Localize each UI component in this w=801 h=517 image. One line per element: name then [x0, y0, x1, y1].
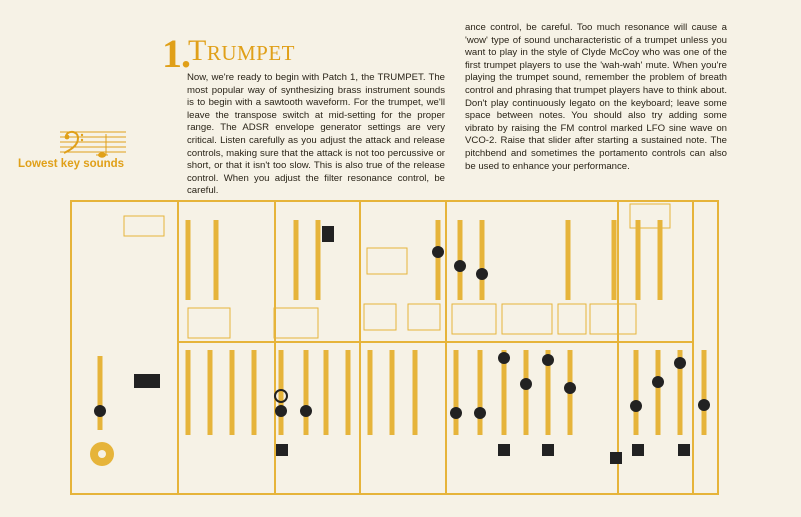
body-text-column-2: ance control, be careful. Too much resonance will cause a 'wow' type of sound uncharacteristic of a trumpet unless you want to play in the style of Clyde McCoy who was one of the first trumpet players to use the 'wah-wah' mute. When you're playing the trumpet sound, remember the problem of breath control and phrasing that trumpet players have to think about. Don't play continuously legato on the keyboard; leave some space between notes. You should also try adding some vibrato by raising the FM control marked LFO sine wave on VCO-2. Raise that slider after starting a sustained note. The pitchbend and sometimes the portamento controls can also be used to enhance your performance.: [465, 22, 727, 172]
patch-title: Trumpet: [188, 34, 296, 67]
bass-clef-staff-icon: [58, 128, 128, 158]
body-text-column-1: Now, we're ready to begin with Patch 1, the TRUMPET. The most popular way of synthesizing brass instrument sounds is to begin with a sawtooth waveform. For the trumpet, we'll leave the transpose switch at mid-setting for the proper range. The ADSR envelope generator settings are very critical. Listen carefully as you adjust the attack and release controls, making sure that the attack is not too percussive or short, or that it isn't too slow. This is also true of the release control. When you adjust the filter resonance control, be careful.: [187, 72, 445, 197]
patch-number: 1.: [162, 31, 190, 76]
synth-patch-panel: [70, 200, 720, 496]
lowest-key-label: Lowest key sounds: [18, 158, 125, 170]
